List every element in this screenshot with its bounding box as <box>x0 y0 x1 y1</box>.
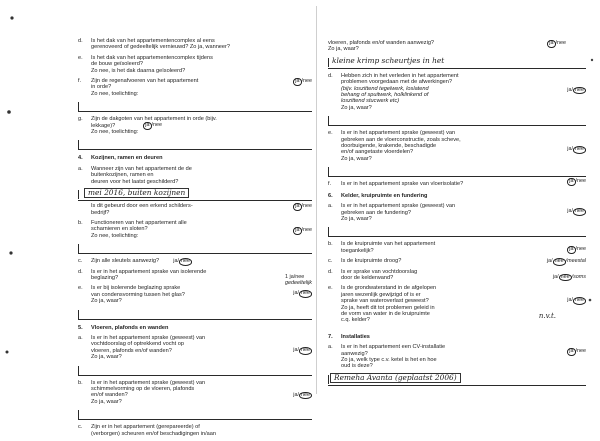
question-text: Zo ja, waar? <box>91 298 122 305</box>
choice-ja: ja <box>567 208 572 215</box>
yes-no-choice[interactable]: ja /nee <box>295 226 312 233</box>
section-title: Vloeren, plafonds en wanden <box>91 324 169 331</box>
question-text: Zo nee, is het dak daarna geïsoleerd? <box>91 67 186 74</box>
yes-no-choice[interactable]: ja/ nee <box>293 391 310 398</box>
choice-ja: ja <box>293 391 298 398</box>
question-text: toegankelijk? <box>341 247 374 254</box>
handwritten-note: /meestal <box>565 258 586 265</box>
question-text: Is er in het appartement sprake van vloerisolatie? <box>341 181 464 188</box>
question-text: gebreken aan de fundering? <box>341 209 411 216</box>
question-text: aanwezig? <box>341 350 368 357</box>
question-text: Zo nee, toelichting: <box>91 232 139 239</box>
question-letter: e. <box>78 285 83 292</box>
yes-no-choice[interactable]: ja/ nee <box>567 86 584 93</box>
question-text: Hebben zich in het verleden in het appartement <box>341 72 459 79</box>
question-text: de vorm van water in de kruipruimte <box>341 310 430 317</box>
selected-circle: nee <box>301 346 310 353</box>
question-text: Is de grondwaterstand in de afgelopen <box>341 285 437 292</box>
section-heading-7 <box>328 334 586 340</box>
question-a <box>328 344 586 370</box>
selected-circle: nee <box>301 290 310 297</box>
question-text: Zijn de dakgoten van het appartement in orde (bijv. <box>91 116 217 123</box>
question-text: Is het dak van het appartementencomplex tijdens <box>91 54 213 61</box>
question-text: Is er in het appartement sprake (geweest) van <box>341 130 456 137</box>
yes-no-choice[interactable]: ja /nee <box>295 203 312 210</box>
question-text: (verborgen) scheuren en/of beschadigingen in/aan <box>91 430 217 437</box>
question-text: Is er in het appartement sprake (geweest) van <box>91 379 206 386</box>
selected-circle: ja <box>295 226 300 233</box>
selected-circle: ja <box>549 40 554 46</box>
question-letter: e. <box>328 130 333 137</box>
yes-no-choice[interactable]: ja/ nee /soms <box>552 273 586 280</box>
selected-circle: ja <box>145 122 150 129</box>
section-title: Kelder, kruipruimte en fundering <box>341 192 428 199</box>
question-text: Zo ja, waar? <box>341 215 372 222</box>
question-letter: d. <box>328 72 333 79</box>
selected-circle: nee <box>575 146 584 153</box>
question-text: vloeren, plafonds en/of wanden? <box>91 347 172 354</box>
question-b <box>328 241 586 254</box>
left-column <box>78 38 312 441</box>
yes-no-choice[interactable]: ja /nee <box>569 178 586 185</box>
question-text: de bouw geïsoleerd? <box>91 61 143 68</box>
choice-nee: nee <box>577 348 586 355</box>
handwritten-note: /soms <box>571 273 586 280</box>
choice-nee: nee <box>577 178 586 185</box>
question-a <box>78 166 312 185</box>
question-text: Zo ja, waar? <box>328 46 359 53</box>
selected-circle: ja <box>295 78 300 85</box>
question-text: in orde? <box>91 84 112 91</box>
choice-ja: ja <box>567 86 572 93</box>
answer-line[interactable] <box>78 365 312 376</box>
question-text: c.q. kelder? <box>341 317 370 324</box>
section-number: 4. <box>78 155 83 162</box>
question-text: buitenkozijnen, ramen en <box>91 172 154 179</box>
question-a-followup <box>78 203 312 216</box>
question-text: Is de kruipruimte van het appartement <box>341 241 436 248</box>
question-text: Is er in het appartement sprake (geweest) van <box>91 334 206 341</box>
question-e <box>328 130 586 162</box>
question-text: (bijv. loszittend tegelwerk, loslatend <box>341 85 429 92</box>
question-letter: e. <box>78 54 83 61</box>
selected-circle: nee <box>575 297 584 304</box>
question-text: Zo ja, waar? <box>341 104 372 111</box>
choice-ja: ja <box>567 146 572 153</box>
choice-nee: nee <box>557 40 566 46</box>
handwritten-note: gedeeltelijk <box>285 279 312 286</box>
question-text: Zijn er in het appartement (gerepareerde) of <box>91 424 200 431</box>
question-text: oud is deze? <box>341 363 373 370</box>
question-text: Zijn de regenafvoeren van het appartement <box>91 78 199 85</box>
question-text: Zo ja, welk type c.v. ketel is het en hoe <box>341 357 437 363</box>
yes-no-choice[interactable]: ja /nee <box>569 246 586 253</box>
yes-no-choice[interactable]: ja /nee <box>145 122 162 129</box>
question-letter: g. <box>78 116 83 123</box>
question-text: en/of wanden? <box>91 392 128 399</box>
question-text: Zo ja, waar? <box>91 354 122 361</box>
question-b3 <box>78 380 312 406</box>
handwritten-answer: Remeha Avanta (geplaatst 2006) <box>330 373 461 383</box>
question-e <box>328 285 586 323</box>
question-c <box>78 258 312 264</box>
section-number: 7. <box>328 333 333 340</box>
answer-line[interactable] <box>78 243 312 254</box>
yes-no-choice[interactable]: ja/ nee <box>293 290 310 297</box>
answer-line[interactable] <box>78 139 312 150</box>
question-text: bedrijf? <box>91 209 110 216</box>
question-text: loszittend stucwerk etc) <box>341 98 400 105</box>
question-e <box>78 55 312 74</box>
question-text: jaren wezenlijk gewijzigd of is er <box>341 291 421 298</box>
selected-circle: nee <box>575 86 584 93</box>
choice-ja: ja <box>293 346 298 353</box>
question-text: en/of aangetaste vloerdelen? <box>341 149 414 156</box>
yes-no-choice[interactable]: ja/ nee <box>567 208 584 215</box>
answer-line[interactable] <box>328 115 586 126</box>
answer-line[interactable] <box>78 309 312 320</box>
question-letter: f. <box>328 181 332 188</box>
question-a3 <box>78 335 312 361</box>
question-text: Zo nee, toelichting: <box>91 90 139 97</box>
answer-line[interactable] <box>78 101 312 112</box>
question-text: scharnieren en sloten? <box>91 226 148 233</box>
yes-no-choice[interactable]: ja /nee <box>569 348 586 355</box>
question-text: Functioneren van het appartement alle <box>91 219 187 226</box>
question-text: Wanneer zijn van het appartement de de <box>91 165 192 172</box>
question-e2 <box>78 285 312 304</box>
question-letter: d. <box>78 38 83 44</box>
yes-no-choice[interactable]: ja /nee <box>295 78 312 85</box>
yes-no-choice[interactable]: ja/ nee <box>567 297 584 304</box>
question-d <box>328 73 586 111</box>
question-text: Zo ja, waar? <box>91 398 122 405</box>
question-text: vloeren, plafonds en/of wanden aanwezig? <box>328 40 435 46</box>
question-letter: c. <box>78 258 83 265</box>
question-text: sprake van wateroverlast geweest? <box>341 298 429 305</box>
question-a <box>328 203 586 222</box>
section-heading-6 <box>328 193 586 199</box>
question-text: Zijn alle sleutels aanwezig? <box>91 258 160 265</box>
question-f <box>328 178 586 188</box>
section-title: Installaties <box>341 333 370 340</box>
choice-nee: nee <box>577 246 586 253</box>
selected-circle: ja <box>569 246 574 253</box>
selected-circle: ja <box>569 178 574 185</box>
question-c-continued <box>328 40 586 53</box>
question-text: Is er in het appartement een CV-installatie <box>341 344 446 351</box>
question-text: Is er in het appartement sprake van isolerende <box>91 268 207 275</box>
choice-nee: nee <box>153 122 162 129</box>
answer-line[interactable] <box>328 166 586 177</box>
question-text: gerenoveerd of gedeeltelijk vernieuwd? Zo ja, wanneer? <box>91 44 230 51</box>
question-c <box>328 258 586 264</box>
column-divider <box>316 6 317 394</box>
question-letter: a. <box>78 334 83 341</box>
answer-line[interactable] <box>78 409 312 420</box>
selected-circle: nee <box>575 208 584 215</box>
handwritten-answer: kleine krimp scheurtjes in het <box>332 55 445 65</box>
question-text: beglazing? <box>91 274 119 281</box>
handwritten-answer: n.v.t. <box>538 312 556 321</box>
answer-line[interactable] <box>328 57 586 69</box>
question-letter: a. <box>328 344 333 351</box>
choice-note: 1 ja/nee <box>285 273 305 280</box>
question-text: Is er sprake van vochtdoorslag <box>341 268 418 275</box>
choice-ja: ja <box>567 297 572 304</box>
answer-line[interactable] <box>328 374 586 386</box>
question-text: Is er bij isolerende beglazing sprake <box>91 285 181 292</box>
question-text: Zo nee, toelichting: <box>91 129 139 136</box>
question-text: gebreken aan de vloerconstructie, zoals scheve, <box>341 136 461 143</box>
section-heading-4 <box>78 155 312 161</box>
selected-circle: nee <box>554 258 564 265</box>
choice-ja: ja <box>293 290 298 297</box>
question-letter: b. <box>78 379 83 386</box>
question-text: vochtdoorslag of optrekkend vocht op <box>91 341 184 348</box>
question-letter: a. <box>78 165 83 172</box>
question-c3 <box>78 424 312 437</box>
question-text: Zo ja, heeft dit tot problemen geleid in <box>341 304 435 311</box>
selected-circle: ja <box>295 203 300 210</box>
question-letter: c. <box>328 258 333 265</box>
right-column <box>328 40 586 390</box>
yes-no-choice[interactable]: ja/ nee /meestal <box>546 258 586 265</box>
question-text: schimmelvorming op de vloeren, plafonds <box>91 386 195 392</box>
question-text: doorbuigende, krakende, beschadigde <box>341 143 437 150</box>
question-text: problemen voorgedaan met de afwerkingen? <box>341 79 453 86</box>
question-text: deuren voor het laatst geschilderd? <box>91 178 179 185</box>
section-title: Kozijnen, ramen en deuren <box>91 155 163 162</box>
yes-no-choice[interactable]: ja /nee <box>549 40 566 46</box>
selected-circle: nee <box>181 258 190 265</box>
question-g <box>78 116 312 135</box>
section-heading-5 <box>78 325 312 331</box>
question-text: behang of spuitwerk, holklinkend of <box>341 92 429 99</box>
section-number: 5. <box>78 324 83 331</box>
choice-nee: nee <box>303 203 312 210</box>
choice-nee: nee <box>303 78 312 85</box>
yes-no-choice[interactable]: ja/ nee <box>173 258 190 265</box>
yes-no-choice[interactable]: ja/ nee <box>567 146 584 153</box>
choice-nee: nee <box>303 226 312 233</box>
question-letter: d. <box>328 268 333 275</box>
question-d2 <box>78 268 312 286</box>
question-text: lekkage)? <box>91 122 116 129</box>
question-text: Zo ja, waar? <box>341 155 372 162</box>
choice-ja: ja <box>546 258 552 265</box>
question-letter: c. <box>78 424 83 431</box>
question-text: Is het dak van het appartementencomplex al eens <box>91 38 215 44</box>
question-text: door de kelderwand? <box>341 274 394 281</box>
question-d <box>328 269 586 282</box>
section-number: 6. <box>328 192 333 199</box>
selected-circle: ja <box>569 348 574 355</box>
handwritten-answer: mei 2016, buiten kozijnen <box>84 188 189 198</box>
selected-circle: nee <box>301 391 310 398</box>
question-d <box>78 38 312 51</box>
choice-ja: ja <box>552 273 558 280</box>
question-letter: a. <box>328 203 333 210</box>
answer-line[interactable] <box>328 226 586 237</box>
question-text: Is er in het appartement sprake (geweest) van <box>341 203 456 210</box>
choice-ja: ja <box>173 258 178 265</box>
question-text: Is dit gebeurd door een erkend schilders- <box>91 203 193 210</box>
question-text: Is de kruipruimte droog? <box>341 258 402 265</box>
question-b <box>78 220 312 239</box>
question-text: van condensvorming tussen het glas? <box>91 291 185 298</box>
answer-line[interactable] <box>78 189 312 201</box>
selected-circle: nee <box>560 273 570 280</box>
question-f <box>78 78 312 97</box>
question-letter: b. <box>78 219 83 226</box>
question-letter: d. <box>78 268 83 275</box>
question-letter: f. <box>78 78 82 85</box>
question-letter: b. <box>328 241 333 248</box>
yes-no-choice[interactable]: ja/ nee <box>293 346 310 353</box>
question-letter: e. <box>328 285 333 292</box>
